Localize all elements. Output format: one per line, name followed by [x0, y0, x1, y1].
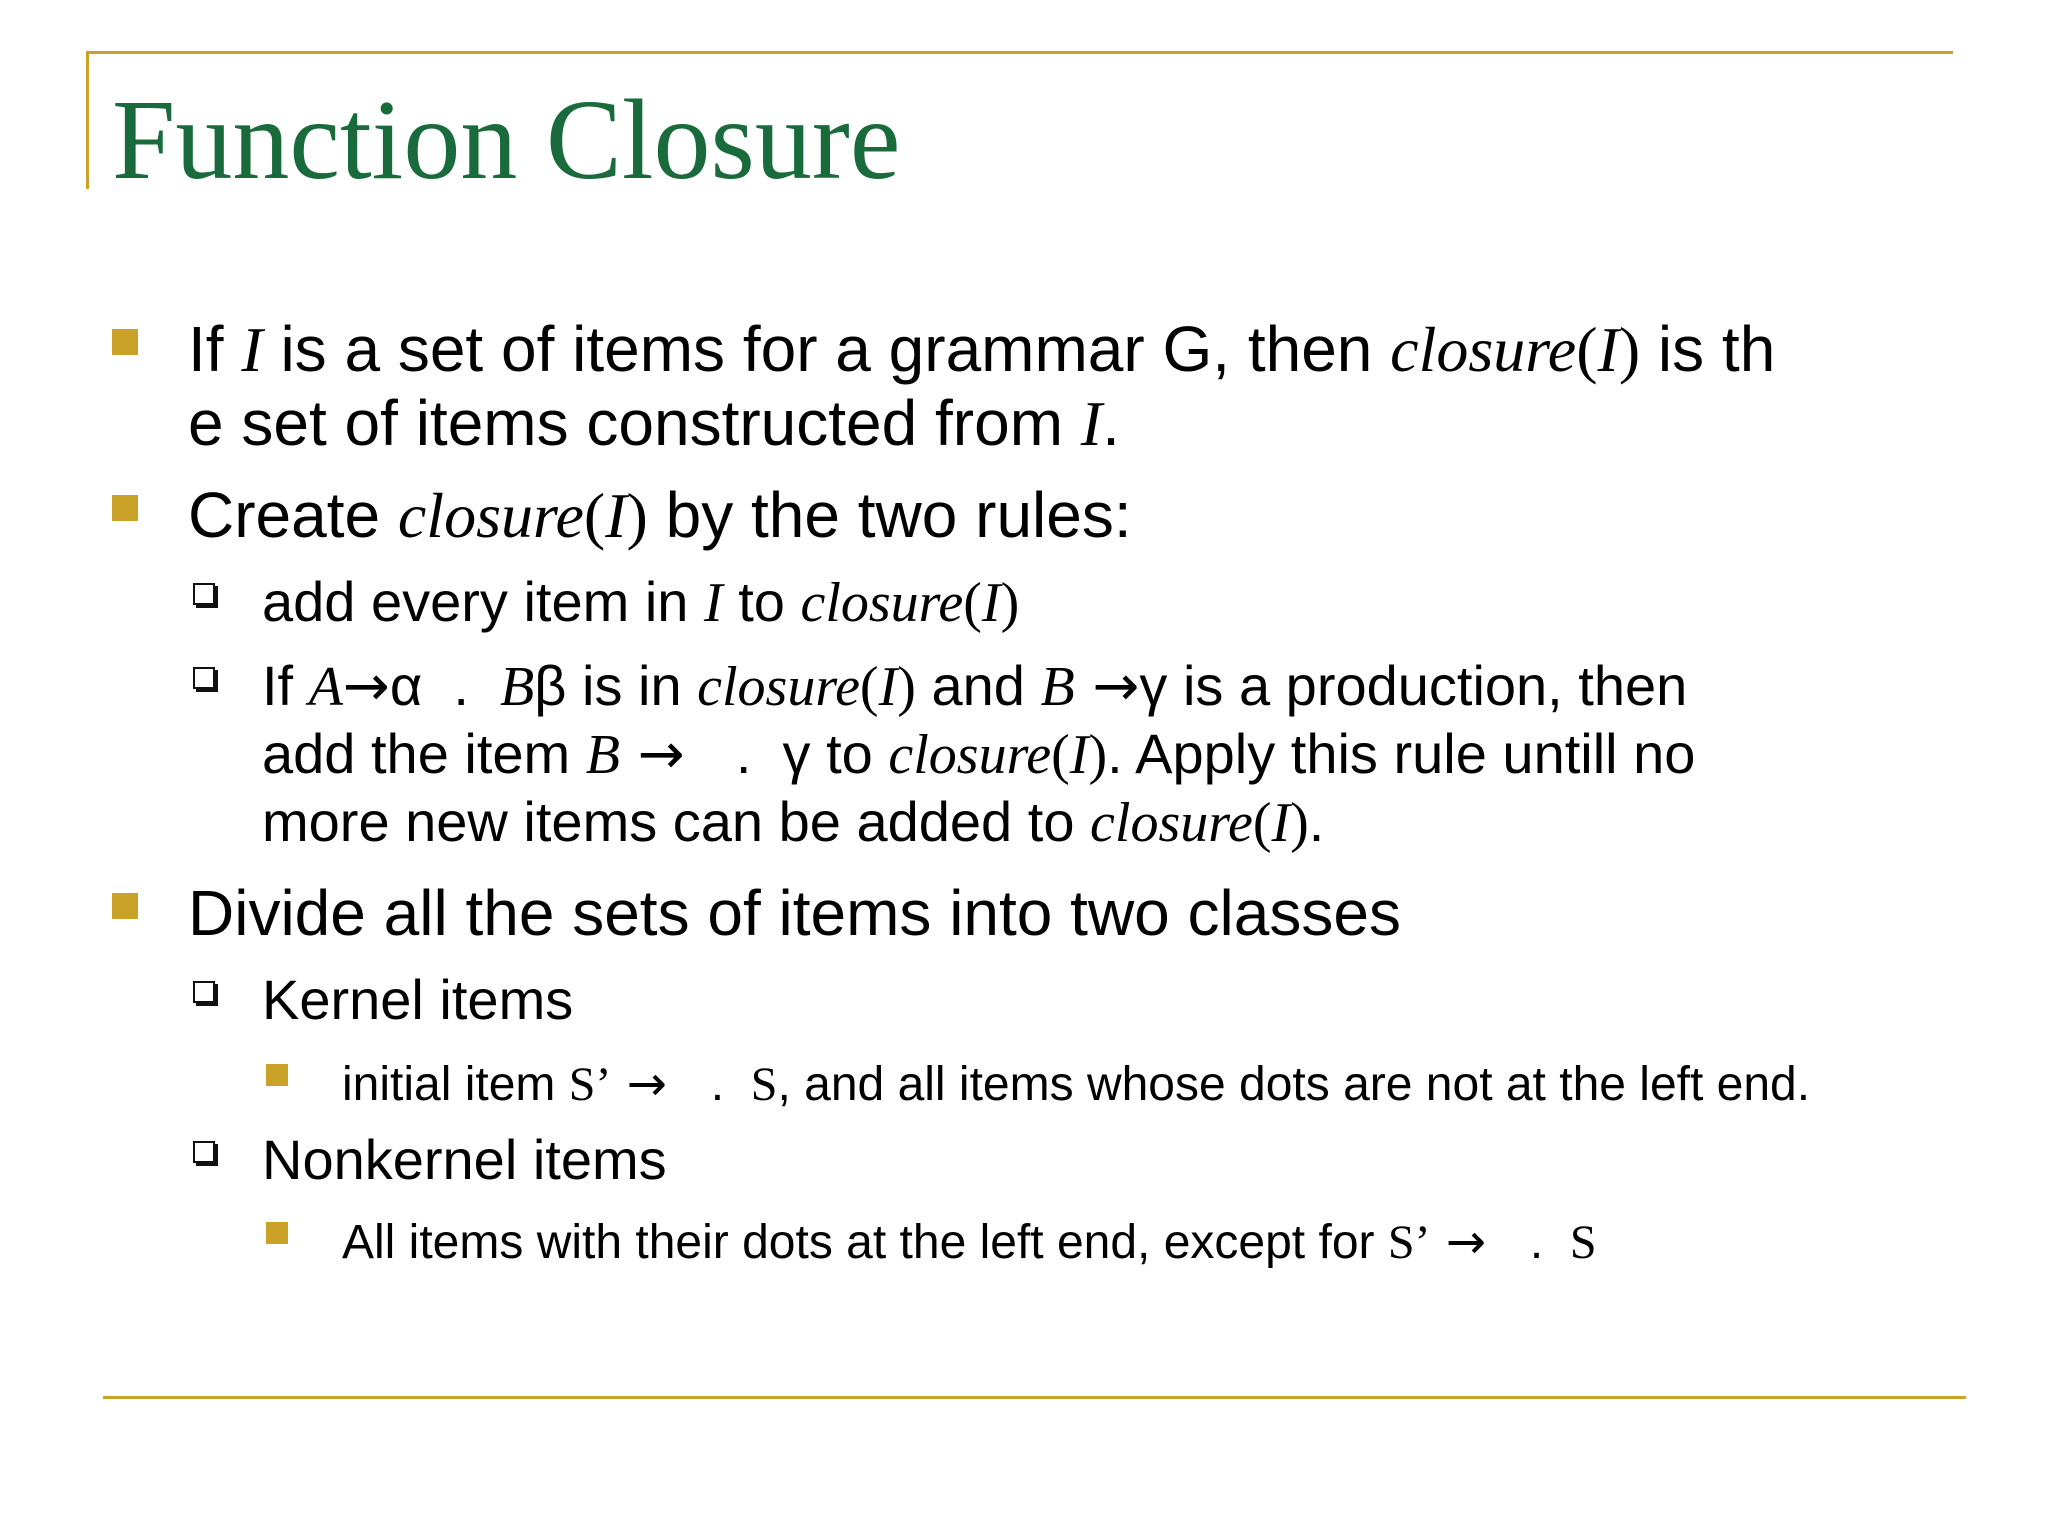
square-bullet-icon: [266, 1064, 288, 1086]
bullet-closure-definition-line1: If I is a set of items for a grammar G, then closure(I) is th: [188, 313, 1776, 385]
slide-title: Function Closure: [112, 76, 901, 203]
bullet-divide-classes: Divide all the sets of items into two classes: [188, 877, 1401, 949]
bottom-rule: [103, 1396, 1966, 1399]
kernel-items-label: Kernel items: [262, 968, 574, 1031]
bullet-create-closure: Create closure(I) by the two rules:: [188, 479, 1132, 551]
nonkernel-items-detail: All items with their dots at the left end, except for S’ → . S: [342, 1214, 1597, 1270]
rule-production-line1: If A→α . Bβ is in closure(I) and B →γ is a production, then: [262, 654, 1688, 719]
rule-production-line3: more new items can be added to closure(I).: [262, 790, 1325, 854]
hollow-square-bullet-icon: [193, 583, 215, 605]
square-bullet-icon: [112, 329, 138, 355]
square-bullet-icon: [112, 495, 138, 521]
square-bullet-icon: [266, 1222, 288, 1244]
hollow-square-bullet-icon: [193, 981, 215, 1003]
rule-production-line2: add the item B → . γ to closure(I). Apply this rule untill no: [262, 722, 1696, 787]
top-rule: [86, 51, 1953, 54]
kernel-items-detail: initial item S’ → . S, and all items whose dots are not at the left end.: [342, 1056, 1811, 1112]
bullet-closure-definition-line2: e set of items constructed from I.: [188, 387, 1120, 459]
nonkernel-items-label: Nonkernel items: [262, 1128, 667, 1191]
hollow-square-bullet-icon: [193, 667, 215, 689]
rule-add-every-item: add every item in I to closure(I): [262, 570, 1020, 634]
hollow-square-bullet-icon: [193, 1141, 215, 1163]
square-bullet-icon: [112, 893, 138, 919]
left-rule: [86, 51, 89, 189]
